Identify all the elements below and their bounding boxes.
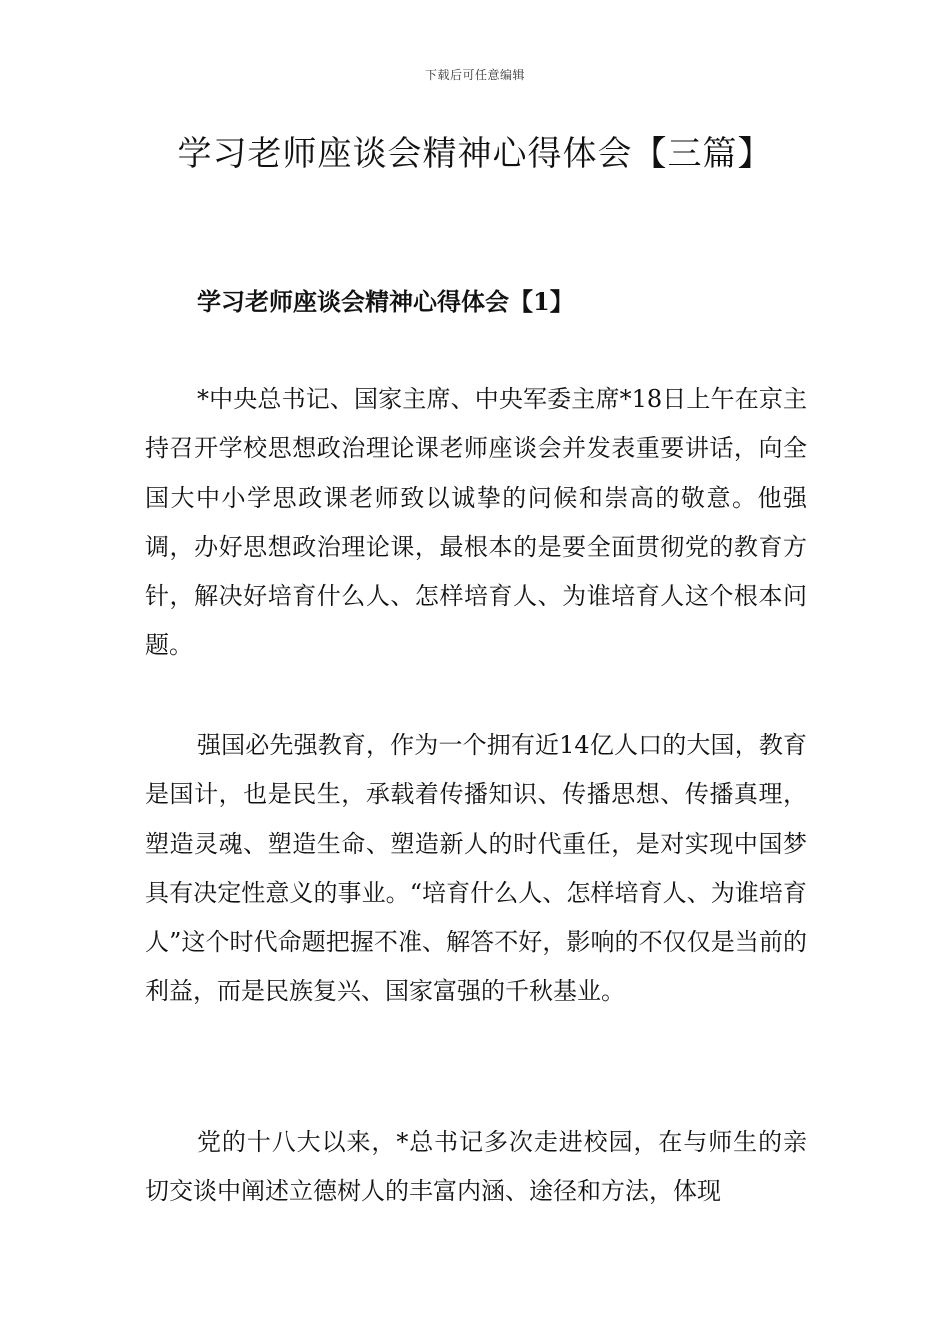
paragraph-1: *中央总书记、国家主席、中央军委主席*18日上午在京主持召开学校思想政治理论课老师座谈会并发表重要讲话，向全国大中小学思政课老师致以诚挚的问候和崇高的敬意。他强调，办好思想政治理论课，最根本的是要全面贯彻党的教育方针，解决好培育什么人、怎样培育人、为谁培育人这个根本问题。 — [145, 385, 807, 660]
paragraph-2: 强国必先强教育，作为一个拥有近14亿人口的大国，教育是国计，也是民生，承载着传播知识、传播思想、传播真理，塑造灵魂、塑造生命、塑造新人的时代重任，是对实现中国梦具有决定性意义的事业。“培育什么人、怎样培育人、为谁培育人”这个时代命题把握不准、解答不好，影响的不仅仅是当前的利益，而是民族复兴、国家富强的千秋基业。 — [145, 731, 807, 1006]
header-note: 下载后可任意编辑 — [424, 68, 525, 82]
section-heading: 学习老师座谈会精神心得体会【1】 — [197, 287, 574, 316]
document-title: 学习老师座谈会精神心得体会【三篇】 — [177, 134, 773, 174]
paragraph-3: 党的十八大以来，*总书记多次走进校园，在与师生的亲切交谈中阐述立德树人的丰富内涵、途径和方法，体现 — [145, 1128, 807, 1206]
